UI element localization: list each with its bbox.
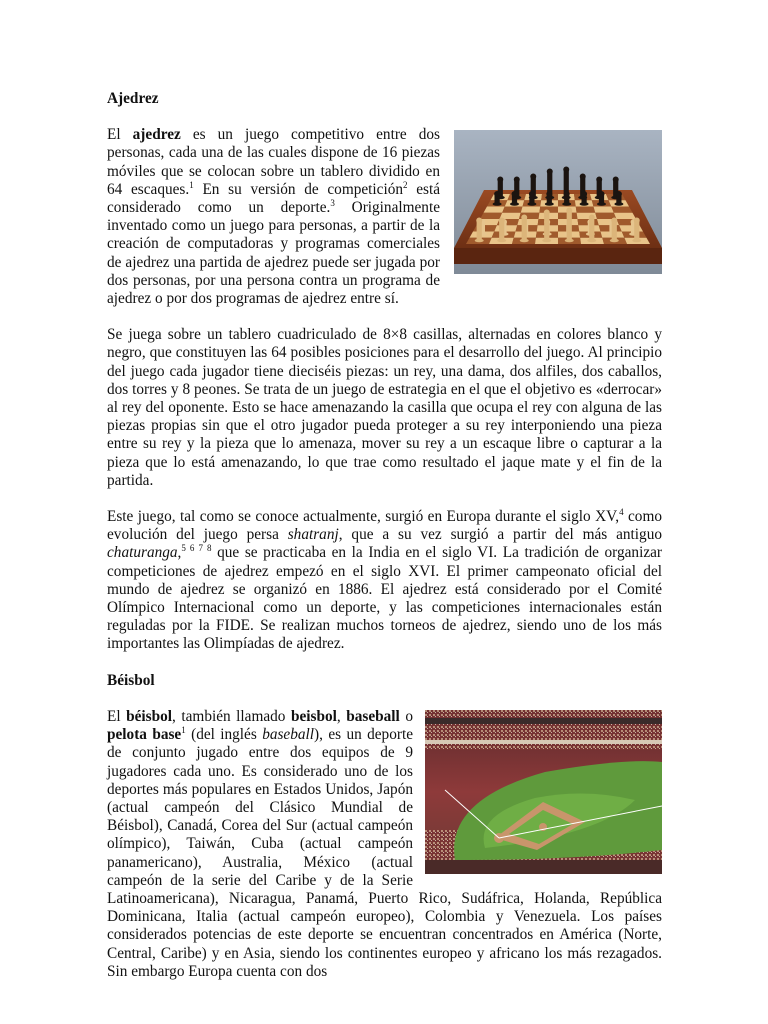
- chess-illustration: [454, 130, 662, 274]
- chess-square: [502, 207, 522, 213]
- paragraph-ajedrez-3: Este juego, tal como se conoce actualmente, surgió en Europa durante el siglo XV,$^4$ como evolución del juego persa shatranj, que a su vez surgió a partir del más antiguo chaturanga,$^{5 6 7 8}$ que se practicaba en la India en el siglo VI. La tradición de organizar competiciones de ajedrez empezó en el siglo XVI. El primer campeonato oficial del mundo de ajedrez se organizó en 1886. El ajedrez está considerado por el Comité Olímpico Internacional como un deporte, y las competiciones internacionales están reguladas por la FIDE. Se realizan muchos torneos de ajedrez, siendo uno de los más importantes las Olimpíadas de ajedrez.: [107, 507, 663, 653]
- paragraph-ajedrez-1: El ajedrez es un juego competitivo entre dos personas, cada una de las cuales dispone de 16 piezas móviles que se colocan sobre un tablero dividido en 64 escaques.$^1$ En su versión de competición$^2$ está considerado como un deporte.$^3$ Originalmente inventado como un juego para personas, a partir de la creación de computadoras y programas comerciales de ajedrez una partida de ajedrez puede ser jugada por dos personas, por una persona contra un programa de ajedrez o por dos programas de ajedrez entre sí.: [107, 126, 441, 308]
- baseball-illustration: [425, 710, 662, 874]
- chess-square: [594, 207, 614, 213]
- chess-square: [480, 213, 502, 219]
- heading-beisbol: Béisbol: [107, 671, 155, 689]
- chess-board-photo: [454, 130, 662, 274]
- chess-square: [614, 213, 636, 219]
- chess-square: [611, 207, 632, 213]
- paragraph-beisbol-1: El béisbol, también llamado beisbol, baseball o pelota base$^1$ (del inglés baseball), es un deporte de conjunto jugado entre dos equipos de 9 jugadores cada uno. Es considerado uno de los deportes más populares en Estados Unidos, Japón (actual campeón del Clásico Mundial de Béisbol), Canadá, Corea del Sur (actual campeón olímpico), Taiwán, Cuba (actual campeón panamericano), Australia, México (actual campeón de la serie del Caribe y de la Serie Latinoamericana), Nicaragua, Panamá, Puerto Rico, Sudáfrica, Holanda, República Dominicana, Italia (actual campeón europeo), Colombia y Venezuela. Los países considerados potencias de este deporte se encuentran concentrados en América (Norte, Central, Caribe) y en Asia, siendo los continentes europeo y africano los más rezagados. Sin embargo Europa cuenta con dos: [107, 707, 662, 980]
- paragraph-ajedrez-2: Se juega sobre un tablero cuadriculado de 8×8 casillas, alternadas en colores blanco y negro, que constituyen las 64 posibles posiciones para el desarrollo del juego. Al principio del juego cada jugador tiene dieciséis piezas: un rey, una dama, dos alfiles, dos caballos, dos torres y 8 peones. Se trata de un juego de estrategia en el que el objetivo es «derrocar» al rey del oponente. Esto se hace amenazando la casilla que ocupa el rey con alguna de las piezas propias sin que el otro jugador pueda proteger a su rey interponiendo una pieza entre su rey y la pieza que lo amenaza, mover su rey a un escaque libre o capturar a la pieza que lo está amenazando, lo que trae como resultado el jaque mate y el fin de la partida.: [107, 326, 662, 489]
- chess-square: [484, 207, 505, 213]
- chess-square: [576, 207, 596, 213]
- heading-ajedrez: Ajedrez: [107, 90, 159, 107]
- chess-square: [521, 207, 541, 213]
- baseball-stadium-photo: [425, 710, 662, 874]
